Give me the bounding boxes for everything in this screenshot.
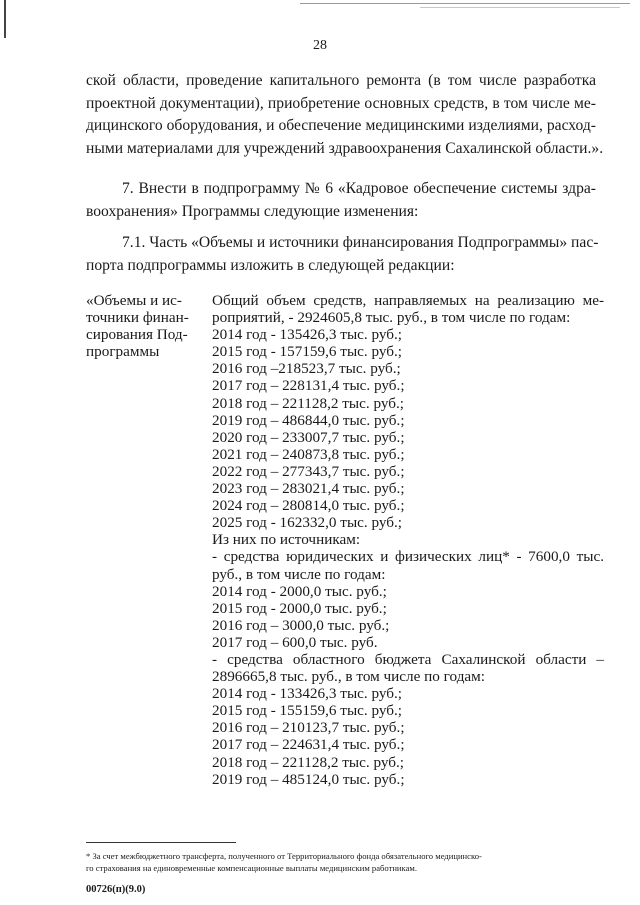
funding-table-content — [212, 292, 604, 788]
funding-line: 2023 год – 283021,4 тыс. руб.; — [212, 480, 405, 498]
text-line: ской области, проведение капитального ремонта (в том числе разработка — [86, 72, 596, 89]
text-line-content: 7.1. Часть «Объемы и источники финансирования Подпрограммы» пас- — [122, 234, 599, 251]
footnote-line: го страхования на единовременные компенсационные выплаты медицинским работникам. — [86, 863, 417, 873]
funding-line: 2018 год – 221128,2 тыс. руб.; — [212, 753, 404, 771]
scan-edge-mark — [4, 0, 6, 38]
funding-line: 2019 год – 485124,0 тыс. руб.; — [212, 770, 405, 788]
funding-line: 2014 год - 133426,3 тыс. руб.; — [212, 685, 403, 703]
funding-line: 2020 год – 233007,7 тыс. руб.; — [212, 428, 405, 446]
funding-line: 2015 год - 2000,0 тыс. руб.; — [212, 599, 387, 617]
funding-line: 2017 год – 600,0 тыс. руб. — [212, 633, 378, 651]
funding-line: руб., в том числе по годам: — [212, 565, 386, 583]
funding-line: 2014 год - 135426,3 тыс. руб.; — [212, 326, 403, 344]
funding-line: 2024 год – 280814,0 тыс. руб.; — [212, 497, 405, 515]
label-line: точники финан- — [86, 309, 189, 326]
funding-line: 2018 год – 221128,2 тыс. руб.; — [212, 394, 404, 412]
funding-line: 2896665,8 тыс. руб., в том числе по годам: — [212, 668, 485, 686]
funding-line: 2019 год – 486844,0 тыс. руб.; — [212, 411, 405, 429]
text-line — [86, 178, 596, 201]
paragraph-item-7-1 — [86, 232, 599, 277]
footnote-separator — [86, 842, 236, 843]
page-number: 28 — [313, 38, 327, 53]
scan-artifact-line — [300, 3, 630, 4]
paragraph-item-7 — [86, 178, 596, 223]
scan-artifact-line — [420, 7, 620, 8]
text-line: проектной документации), приобретение основных средств, в том числе ме- — [86, 94, 596, 112]
text-line-content: 7. Внести в подпрограмму № 6 «Кадровое обеспечение системы здра- — [122, 180, 596, 197]
footnote-line: * За счет межбюджетного трансферта, полученного от Территориального фонда обязательного медицинско- — [86, 851, 482, 861]
funding-line: Из них по источникам: — [212, 531, 361, 549]
funding-line: роприятий, - 2924605,8 тыс. руб., в том числе по годам: — [212, 309, 571, 327]
text-line: порта подпрограммы изложить в следующей редакции: — [86, 256, 455, 274]
funding-line: 2015 год - 157159,6 тыс. руб.; — [212, 343, 403, 361]
footnote — [86, 850, 606, 874]
label-line: сирования Под- — [86, 326, 188, 343]
funding-line: 2025 год - 162332,0 тыс. руб.; — [212, 514, 403, 532]
funding-line: 2015 год - 155159,6 тыс. руб.; — [212, 702, 403, 720]
funding-line: 2022 год – 277343,7 тыс. руб.; — [212, 462, 405, 480]
label-line: «Объемы и ис- — [86, 292, 182, 309]
label-line: программы — [86, 343, 160, 360]
text-line: дицинского оборудования, и обеспечение медицинскими изделиями, расход- — [86, 117, 596, 134]
funding-line: 2021 год – 240873,8 тыс. руб.; — [212, 445, 405, 463]
document-code: 00726(п)(9.0) — [86, 884, 146, 895]
funding-line: - средства областного бюджета Сахалинской области – — [212, 650, 604, 668]
funding-line: 2016 год –218523,7 тыс. руб.; — [212, 360, 401, 378]
text-line — [86, 232, 599, 255]
funding-line: Общий объем средств, направляемых на реализацию ме- — [212, 292, 604, 309]
funding-line: 2016 год – 3000,0 тыс. руб.; — [212, 616, 390, 634]
funding-line: 2016 год – 210123,7 тыс. руб.; — [212, 719, 405, 737]
text-line: ными материалами для учреждений здравоохранения Сахалинской области.». — [86, 139, 604, 157]
text-line: воохранения» Программы следующие изменения: — [86, 202, 419, 220]
paragraph-continuation — [86, 70, 604, 160]
funding-line: 2014 год - 2000,0 тыс. руб.; — [212, 582, 387, 600]
funding-line: 2017 год – 224631,4 тыс. руб.; — [212, 736, 405, 754]
funding-line: - средства юридических и физических лиц* - 7600,0 тыс. — [212, 548, 604, 566]
funding-line: 2017 год – 228131,4 тыс. руб.; — [212, 377, 405, 395]
funding-table-label — [86, 292, 196, 360]
